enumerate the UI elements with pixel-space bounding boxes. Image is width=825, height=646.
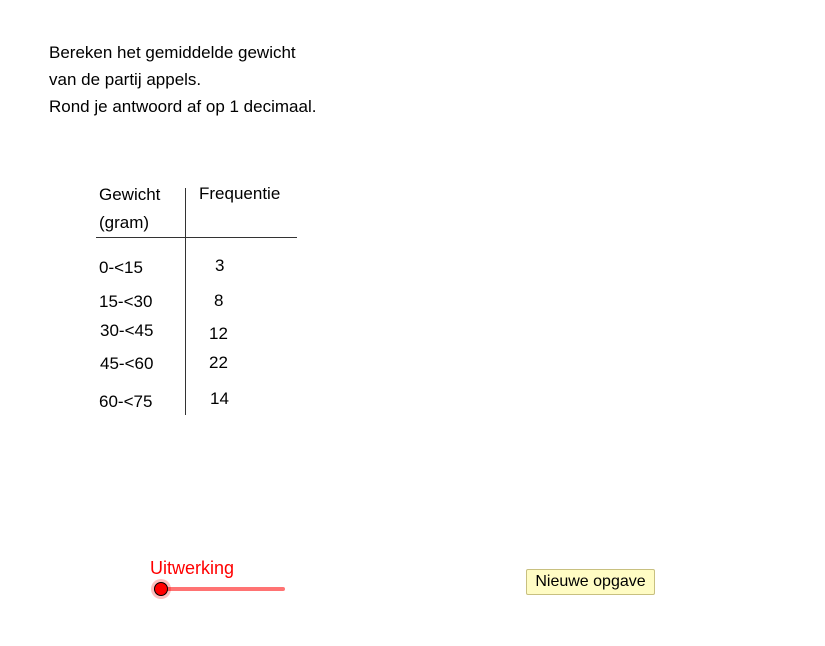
- table-horizontal-divider: [96, 237, 297, 238]
- new-exercise-button[interactable]: Nieuwe opgave: [526, 569, 655, 595]
- row-class-4: 45-<60: [100, 354, 154, 373]
- row-freq-1: 3: [215, 256, 225, 275]
- table-vertical-divider: [185, 188, 186, 415]
- row-class-5: 60-<75: [99, 392, 153, 411]
- question-line-3: Rond je antwoord af op 1 decimaal.: [49, 97, 317, 116]
- row-class-3: 30-<45: [100, 321, 154, 340]
- row-class-1: 0-<15: [99, 258, 143, 277]
- row-class-2: 15-<30: [99, 292, 153, 311]
- row-freq-5: 14: [210, 389, 229, 408]
- question-line-1: Bereken het gemiddelde gewicht: [49, 43, 296, 62]
- header-frequency: Frequentie: [199, 184, 281, 203]
- header-weight-unit: (gram): [99, 213, 150, 232]
- row-freq-4: 22: [209, 353, 228, 372]
- header-weight: Gewicht: [99, 185, 161, 204]
- slider-thumb[interactable]: [154, 582, 168, 596]
- slider-label: Uitwerking: [150, 558, 235, 578]
- row-freq-3: 12: [209, 324, 228, 343]
- row-freq-2: 8: [214, 291, 224, 310]
- question-line-2: van de partij appels.: [49, 70, 202, 89]
- slider-track[interactable]: [161, 587, 285, 591]
